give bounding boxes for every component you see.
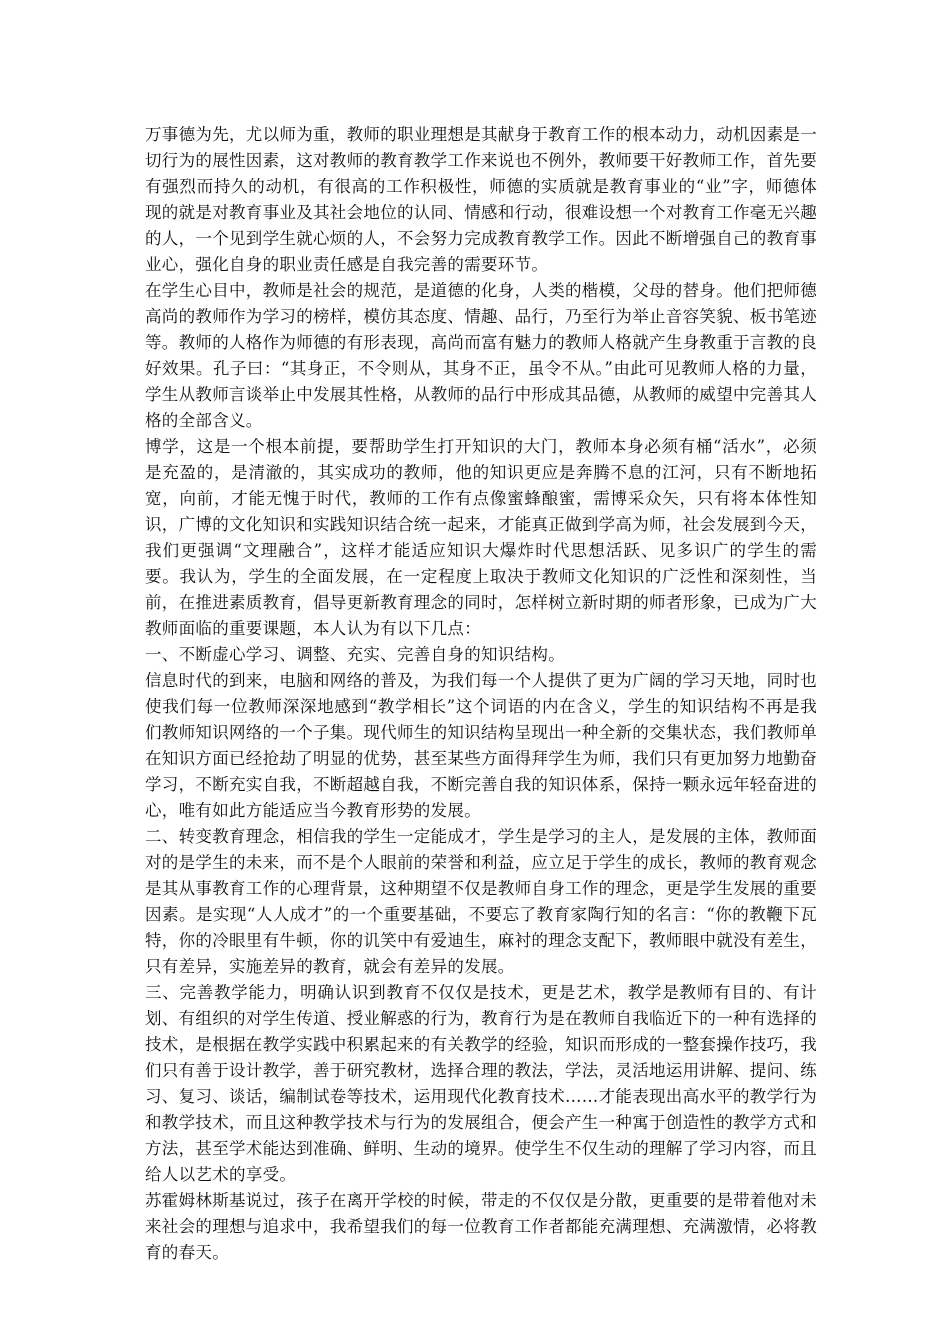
section-heading-1: 一、不断虚心学习、调整、充实、完善自身的知识结构。 xyxy=(145,645,565,664)
document-body xyxy=(145,122,817,1266)
paragraph-3: 博学，这是一个根本前提，要帮助学生打开知识的大门，教师本身必须有桶“活水”，必须是充盈的，是清澈的，其实成功的教师，他的知识更应是奔腾不息的江河，只有不断地拓宽，向前，才能无愧于时代，教师的工作有点像蜜蜂酿蜜，需博采众矢，只有将本体性知识，广博的文化知识和实践知识结合统一起来，才能真正做到学高为师，社会发展到今天，我们更强调“文理融合”，这样才能适应知识大爆炸时代思想活跃、见多识广的学生的需要。我认为，学生的全面发展，在一定程度上取决于教师文化知识的广泛性和深刻性，当前，在推进素质教育，倡导更新教育理念的同时，怎样树立新时期的师者形象，已成为广大教师面临的重要课题，本人认为有以下几点： xyxy=(145,437,817,638)
paragraph-5: 二、转变教育理念，相信我的学生一定能成才，学生是学习的主人，是发展的主体，教师面对的是学生的未来，而不是个人眼前的荣誉和利益，应立足于学生的成长，教师的教育观念是其从事教育工作的心理背景，这种期望不仅是教师自身工作的理念，更是学生发展的重要因素。是实现“人人成才”的一个重要基础，不要忘了教育家陶行知的名言：“你的教鞭下瓦特，你的冷眼里有牛顿，你的讥笑中有爱迪生，麻衬的理念支配下，教师眼中就没有差生，只有差异，实施差异的教育，就会有差异的发展。 xyxy=(145,827,817,976)
paragraph-2: 在学生心目中，教师是社会的规范，是道德的化身，人类的楷模，父母的替身。他们把师德高尚的教师作为学习的榜样，模仿其态度、情趣、品行，乃至行为举止音容笑貌、板书笔迹等。教师的人格作为师德的有形表现，高尚而富有魅力的教师人格就产生身教重于言教的良好效果。孔子曰：“其身正，不令则从，其身不正，虽令不从。”由此可见教师人格的力量，学生从教师言谈举止中发展其性格，从教师的品行中形成其品德，从教师的威望中完善其人格的全部含义。 xyxy=(145,281,817,430)
paragraph-1: 万事德为先，尤以师为重，教师的职业理想是其献身于教育工作的根本动力，动机因素是一切行为的展性因素，这对教师的教育教学工作来说也不例外，教师要干好教师工作，首先要有强烈而持久的动机，有很高的工作积极性，师德的实质就是教育事业的“业”字，师德体现的就是对教育事业及其社会地位的认同、情感和行动，很难设想一个对教育工作毫无兴趣的人，一个见到学生就心烦的人，不会努力完成教育教学工作。因此不断增强自己的教育事业心，强化自身的职业责任感是自我完善的需要环节。 xyxy=(145,125,817,274)
paragraph-7: 苏霍姆林斯基说过，孩子在离开学校的时候，带走的不仅仅是分散，更重要的是带着他对未来社会的理想与追求中，我希望我们的每一位教育工作者都能充满理想、充满激情，必将教育的春天。 xyxy=(145,1191,817,1262)
paragraph-4: 信息时代的到来，电脑和网络的普及，为我们每一个人提供了更为广阔的学习天地，同时也使我们每一位教师深深地感到“教学相长”这个词语的内在含义，学生的知识结构不再是我们教师知识网络的一个子集。现代师生的知识结构呈现出一种全新的交集状态，我们教师单在知识方面已经抢劫了明显的优势，甚至某些方面得拜学生为师，我们只有更加努力地勤奋学习，不断充实自我，不断超越自我，不断完善自我的知识体系，保持一颗永远年轻奋进的心，唯有如此方能适应当今教育形势的发展。 xyxy=(145,671,817,820)
paragraph-6: 三、完善教学能力，明确认识到教育不仅仅是技术，更是艺术，教学是教师有目的、有计划、有组织的对学生传道、授业解惑的行为，教育行为是在教师自我临近下的一种有选择的技术，是根据在教学实践中积累起来的有关教学的经验，知识而形成的一整套操作技巧，我们只有善于设计教学，善于研究教材，选择合理的教法，学法，灵活地运用讲解、提问、练习、复习、谈话，编制试卷等技术，运用现代化教育技术……才能表现出高水平的教学行为和教学技术，而且这种教学技术与行为的发展组合，便会产生一种寓于创造性的教学方式和方法，甚至学术能达到准确、鲜明、生动的境界。使学生不仅生动的理解了学习内容，而且给人以艺术的享受。 xyxy=(145,983,817,1184)
